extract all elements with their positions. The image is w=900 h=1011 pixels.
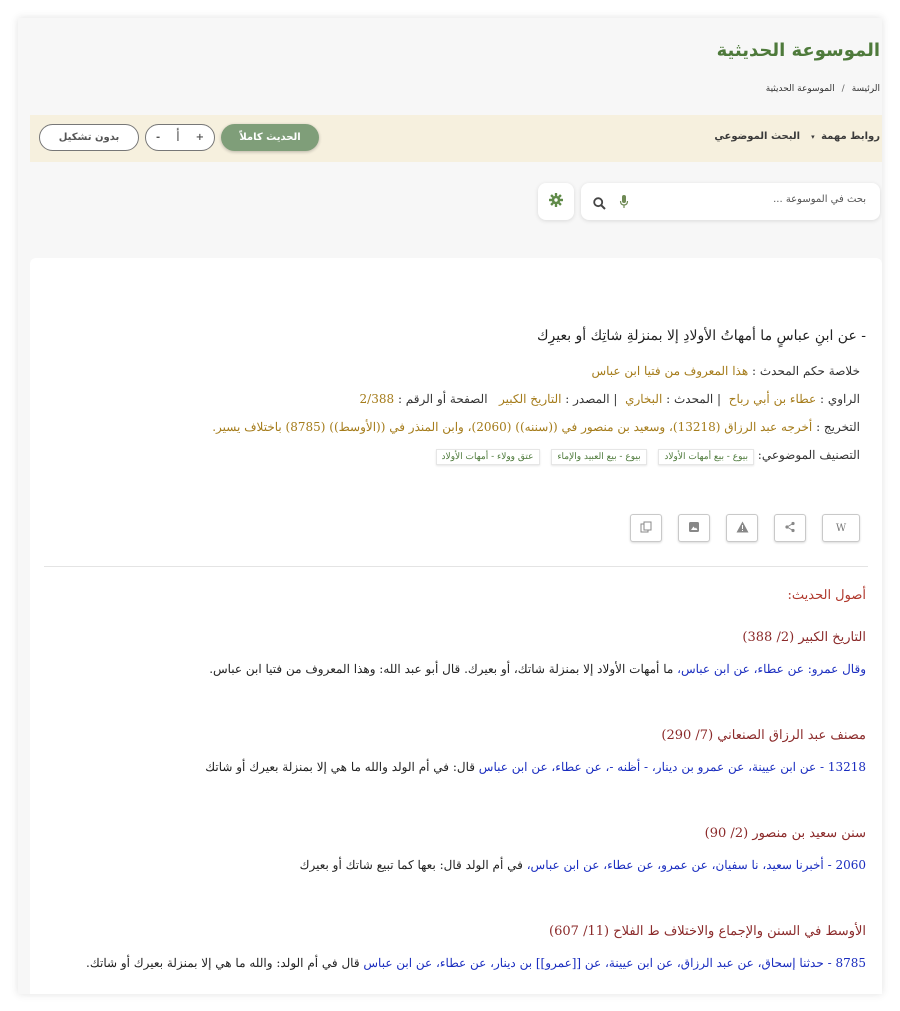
font-decrease-button[interactable]: -	[156, 132, 161, 143]
source-matn: في أم الولد قال: بعها كما تبيع شاتك أو بعيرك	[299, 858, 527, 872]
full-hadith-button[interactable]: الحديث كاملاً	[221, 124, 319, 151]
source-ref: (7/ 290)	[661, 728, 714, 743]
classification-line	[428, 448, 860, 465]
settings-button[interactable]	[538, 183, 574, 220]
mic-icon[interactable]	[619, 194, 629, 213]
source-label: | المصدر :	[565, 392, 618, 406]
page-value: 2/388	[359, 392, 395, 406]
topic-tag[interactable]: بيوع - بيع العبيد والإماء	[551, 449, 646, 465]
site-title[interactable]: الموسوعة الحديثية	[716, 40, 880, 61]
narrator-line	[360, 392, 860, 406]
search-input[interactable]	[644, 193, 868, 206]
wikipedia-button[interactable]	[822, 514, 860, 542]
source-text	[209, 662, 866, 676]
copy-icon	[640, 521, 652, 536]
muhaddith-label: | المحدث :	[666, 392, 722, 406]
search-box	[581, 183, 880, 220]
breadcrumb-separator: /	[841, 84, 845, 94]
source-ref: (2/ 90)	[704, 826, 749, 841]
share-button[interactable]	[774, 514, 806, 542]
source-text	[300, 858, 866, 872]
takhrij-value: أخرجه عبد الرزاق (13218)، وسعيد بن منصور في ((سننه)) (2060)، وابن المنذر في ((الأوسط)) (8785) باختلاف يسير.	[212, 420, 813, 434]
search-icon[interactable]	[593, 195, 606, 214]
ruling-line	[591, 364, 860, 378]
takhrij-line	[212, 420, 860, 434]
share-icon	[784, 521, 796, 536]
copy-button[interactable]	[630, 514, 662, 542]
narrator-label: الراوي :	[820, 392, 860, 406]
source-chain: 2060 - أخبرنا سعيد، نا سفيان، عن عمرو، عن عطاء، عن ابن عباس،	[526, 858, 866, 872]
source-value[interactable]: التاريخ الكبير	[499, 392, 562, 406]
font-increase-button[interactable]: +	[195, 132, 204, 143]
ruling-value: هذا المعروف من فتيا ابن عباس	[591, 364, 749, 378]
wikipedia-icon: W	[835, 522, 847, 534]
breadcrumb-home[interactable]: الرئيسة	[851, 84, 880, 94]
breadcrumb-current: الموسوعة الحديثية	[765, 84, 835, 94]
toolbar	[30, 115, 882, 162]
source-book-name: الأوسط في السنن والإجماع والاختلاف ط الفلاح	[613, 924, 866, 939]
image-button[interactable]	[678, 514, 710, 542]
report-button[interactable]	[726, 514, 758, 542]
source-text	[86, 956, 866, 970]
font-size-control	[145, 124, 215, 151]
sources-heading: أصول الحديث:	[787, 588, 866, 603]
muhaddith-value[interactable]: البخاري	[625, 392, 663, 406]
source-chain: 13218 - عن ابن عيينة، عن عمرو بن دينار، - أظنه -، عن عطاء، عن ابن عباس	[478, 760, 866, 774]
page-frame	[18, 18, 882, 994]
source-matn: قال: في أم الولد والله ما هي إلا بمنزلة بعيرك أو شاتك	[205, 760, 479, 774]
source-book-name: التاريخ الكبير	[798, 630, 866, 645]
divider	[44, 566, 868, 567]
source-matn: قال في أم الولد: والله ما هي إلا بمنزلة بعيرك أو شاتك.	[86, 956, 364, 970]
source-chain: وقال عمرو: عن عطاء، عن ابن عباس،	[677, 662, 866, 676]
hadith-card	[30, 258, 882, 994]
page-label: الصفحة أو الرقم :	[397, 392, 488, 406]
takhrij-label: التخريج :	[816, 420, 860, 434]
source-book-name: مصنف عبد الرزاق الصنعاني	[717, 728, 866, 743]
breadcrumb	[766, 84, 880, 94]
source-title[interactable]	[661, 728, 866, 743]
topic-search-link[interactable]: البحث الموضوعي	[714, 131, 800, 142]
caret-down-icon: ▾	[811, 133, 815, 141]
ruling-label: خلاصة حكم المحدث :	[752, 364, 860, 378]
gear-icon	[549, 192, 563, 211]
source-title[interactable]	[549, 924, 866, 939]
source-book-name: سنن سعيد بن منصور	[752, 826, 866, 841]
classification-label: التصنيف الموضوعي:	[757, 448, 860, 462]
source-chain: 8785 - حدثنا إسحاق، عن عبد الرزاق، عن ابن عيينة، عن [[عمرو]] بن دينار، عن عطاء، عن ابن عباس	[363, 956, 866, 970]
narrator-value[interactable]: عطاء بن أبي رباح	[728, 392, 817, 406]
important-links-menu[interactable]	[811, 131, 880, 142]
source-text	[205, 760, 866, 774]
source-title[interactable]	[742, 630, 866, 645]
hadith-text: - عن ابنِ عباسٍ ما أمهاتُ الأولادِ إلا بمنزلةِ شاتِك أو بعيرِك	[536, 328, 866, 344]
image-icon	[688, 521, 700, 536]
warning-icon	[736, 521, 749, 536]
no-tashkeel-button[interactable]: بدون تشكيل	[39, 124, 139, 151]
topic-tag[interactable]: بيوع - بيع أمهات الأولاد	[658, 449, 754, 465]
font-size-letter: أ	[176, 130, 180, 145]
source-ref: (2/ 388)	[742, 630, 795, 645]
source-ref: (11/ 607)	[549, 924, 610, 939]
topic-tag[interactable]: عتق وولاء - أمهات الأولاد	[436, 449, 540, 465]
important-links-label: روابط مهمة	[821, 131, 880, 142]
source-title[interactable]	[705, 826, 866, 841]
source-matn: ما أمهات الأولاد إلا بمنزلة شاتك، أو بعيرك. قال أبو عبد الله: وهذا المعروف من فتيا ابن عباس.	[209, 662, 678, 676]
